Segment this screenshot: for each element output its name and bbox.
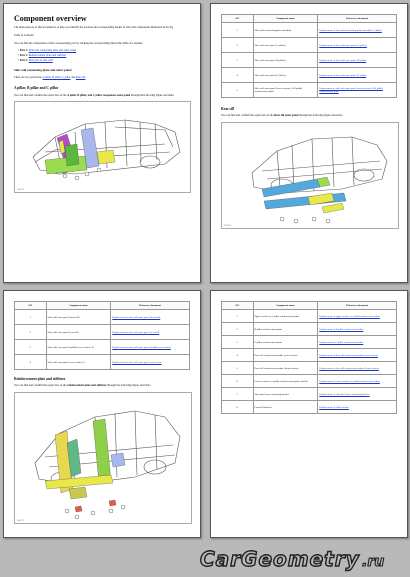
toc-item-3: • Part 3: Rear part of side wall xyxy=(18,59,53,62)
header-sn: S/N xyxy=(222,15,254,23)
figure-code: E448792 xyxy=(224,225,232,227)
table-row xyxy=(222,323,397,336)
cell-name: Side wall outer panel (A pillar) xyxy=(253,38,318,53)
sill-text-pre: You can find and confirm the repair data of the xyxy=(221,114,274,117)
cell-sn: 3 xyxy=(222,53,254,68)
table-row xyxy=(222,336,397,349)
cell-name: Door sill reinforcement plate (front section) xyxy=(253,362,318,375)
sec-text-pre: You can find and confirm the repair data of the xyxy=(14,384,67,387)
cell-name: Side wall outer panel rear section (2) xyxy=(46,355,111,370)
cell-sn: 2 xyxy=(222,38,254,53)
table-row xyxy=(222,310,397,323)
cell-name: B pillar reinforcement plate xyxy=(253,323,318,336)
reference-link[interactable]: Replacement of side wall outer panel (front sill) xyxy=(112,315,161,319)
cargeometry-logo xyxy=(196,546,401,572)
document-page-4 xyxy=(210,290,408,538)
car-frame-figure-1 xyxy=(14,101,191,193)
table-row xyxy=(222,23,397,38)
table-row xyxy=(15,340,190,355)
table-row xyxy=(222,83,397,98)
figure-code: E448791 xyxy=(17,189,25,191)
reference-link[interactable]: Replacement of pillar bracket xyxy=(319,405,349,409)
reinforcement-components-table xyxy=(221,301,397,414)
sill-text-bold: Rear sill outer panel xyxy=(274,114,299,117)
cell-name: Side wall outer panel (rear sill) xyxy=(46,325,111,340)
header-component: Component name xyxy=(253,15,318,23)
table-row xyxy=(222,388,397,401)
table-header-row xyxy=(15,302,190,310)
table-header-row xyxy=(222,15,397,23)
header-reference: Reference document xyxy=(318,302,397,310)
toc-link-1[interactable]: Side wall connecting plate and outer panel xyxy=(28,49,77,52)
cell-sn: 6 xyxy=(222,375,254,388)
toc-part-label: Part 1: xyxy=(19,49,28,52)
cell-name: Side wall outer panel (B pillar) xyxy=(253,53,318,68)
cell-name: Front sill bracket xyxy=(253,401,318,414)
document-page-2 xyxy=(210,3,408,283)
header-component: Component name xyxy=(253,302,318,310)
header-sn: S/N xyxy=(222,302,254,310)
document-page-3 xyxy=(3,290,201,538)
reference-link[interactable]: Replacement of side wall outer panel (B pillar) xyxy=(319,58,367,62)
sec-text-post: through the following figure and table: xyxy=(107,384,151,387)
cell-name: Side wall outer panel (middle) rear section (1) xyxy=(46,340,111,355)
rear-sill-link[interactable]: Rear sill xyxy=(75,76,86,79)
reinforcement-text xyxy=(14,384,151,387)
car-body-diagram xyxy=(15,393,191,523)
sill-text-post: through the following figure and table: xyxy=(299,114,343,117)
cell-sn: 5 xyxy=(222,83,254,98)
reinforcement-heading: Reinforcement plate and stiffener xyxy=(14,377,66,381)
section-text xyxy=(14,76,85,79)
cell-name: Upper section of A pillar reinforcement plate xyxy=(253,310,318,323)
subsection-text xyxy=(14,94,174,97)
toc-link-2[interactable]: Reinforcement plate and stiffener xyxy=(28,54,67,57)
cell-sn: 4 xyxy=(222,68,254,83)
cell-sn: 4 xyxy=(15,355,47,370)
cell-sn: 1 xyxy=(222,23,254,38)
cell-sn: 3 xyxy=(222,336,254,349)
cell-sn: 4 xyxy=(222,349,254,362)
table-row xyxy=(15,325,190,340)
car-frame-figure-2 xyxy=(221,122,399,229)
and-label: and xyxy=(71,76,76,79)
table-row xyxy=(222,375,397,388)
toc-part-label: Part 3: xyxy=(19,59,28,62)
reference-link[interactable]: Replacement of side wall outer panel (C pillar) xyxy=(319,73,367,77)
rear-sill-heading: Rear sill xyxy=(221,107,234,111)
document-page-1 xyxy=(3,3,201,283)
table-row xyxy=(15,310,190,325)
cell-name: Lower section of A pillar reinforcement plate (inside) xyxy=(253,375,318,388)
logo-wordmark: CarGeometry xyxy=(200,547,360,571)
table-row xyxy=(222,401,397,414)
sub-text-post: through the following figure and table: xyxy=(130,94,175,97)
cell-sn: 8 xyxy=(222,401,254,414)
header-reference: Reference document xyxy=(111,302,190,310)
section-heading: Side wall connecting plate and outer panel xyxy=(14,68,72,72)
cell-sn: 1 xyxy=(222,310,254,323)
pillar-components-table xyxy=(221,14,397,98)
toc-link-3[interactable]: Rear part of side wall xyxy=(28,59,53,62)
cell-sn: 1 xyxy=(15,310,47,325)
cell-name: Side wall connecting plate assembly xyxy=(253,23,318,38)
cell-name: C pillar reinforcement plate xyxy=(253,336,318,349)
reference-link[interactable]: Replacement of upper section of A pillar reinforcement plate xyxy=(319,314,380,318)
sill-components-table xyxy=(14,301,190,370)
intro-text: The main purpose of this document is to help you identify the location and corresponding details of side wall components illustrated in the fig xyxy=(14,26,173,29)
cell-name: Side wall outer panel (front sill) xyxy=(46,310,111,325)
cell-name: Side panel inner mounting bracket xyxy=(253,388,318,401)
cell-name: Door sill reinforcement plate (rear section) xyxy=(253,349,318,362)
car-frame-figure-3 xyxy=(14,392,192,524)
reference-link[interactable]: Replacement of door sill reinforcement plate (front section) xyxy=(319,366,379,370)
toc-part-label: Part 2: xyxy=(19,54,28,57)
table-row xyxy=(222,362,397,375)
toc-heading: Table of Contents xyxy=(14,34,34,37)
page-title: Component overview xyxy=(14,14,87,23)
rear-sill-text xyxy=(221,114,343,117)
car-body-diagram xyxy=(222,123,398,228)
reference-link[interactable]: Replacement of side wall outer panel lower section (A-B pillar) reinforcement plate xyxy=(319,87,383,93)
table-row xyxy=(15,355,190,370)
logo-suffix: .ru xyxy=(362,554,385,570)
reference-link[interactable]: Replacement of door sill reinforcement plate (rear section) xyxy=(319,353,378,357)
reference-link[interactable]: Replacement of side wall connecting plate assembly (A-pillar) xyxy=(319,28,382,32)
header-component: Component name xyxy=(46,302,111,310)
sub-text-pre: You can find and confirm the repair data of the xyxy=(14,94,67,97)
cell-sn: 5 xyxy=(222,362,254,375)
pillar-link[interactable]: A pillar, B pillar, C pillar xyxy=(42,76,71,79)
sec-text-bold: reinforcement plate and stiffener xyxy=(67,384,107,387)
figure-code: E448793 xyxy=(17,520,25,522)
reference-link[interactable]: Replacement of side wall outer panel rear section xyxy=(112,360,162,364)
cell-sn: 2 xyxy=(15,325,47,340)
cell-sn: 7 xyxy=(222,388,254,401)
cell-sn: 3 xyxy=(15,340,47,355)
reference-link[interactable]: Replacement of lower section of A pillar reinforcement plate xyxy=(319,379,380,383)
cell-sn: 2 xyxy=(222,323,254,336)
table-row xyxy=(222,53,397,68)
table-header-row xyxy=(222,302,397,310)
subsection-heading: A pillar, B pillar and C pillar xyxy=(14,86,59,90)
toc-intro: You can find the components of the corresponding part by clicking the corresponding link in the Table of Contents: xyxy=(14,42,143,45)
car-body-diagram xyxy=(15,102,190,192)
table-row xyxy=(222,68,397,83)
reference-link[interactable]: Replacement of side wall outer panel (middle rear section) xyxy=(112,345,171,349)
toc-item-2: • Part 2: Reinforcement plate and stiffener xyxy=(18,54,67,57)
section-text-label: There are two parts here: xyxy=(14,76,42,79)
logo-graphic xyxy=(196,546,401,572)
cell-name: Side wall outer panel (C pillar) xyxy=(253,68,318,83)
reference-link[interactable]: Replacement of C pillar reinforcement plate xyxy=(319,340,364,344)
table-row xyxy=(222,38,397,53)
reference-link[interactable]: Replacement of B pillar reinforcement plate xyxy=(319,327,364,331)
reference-link[interactable]: Replacement of side wall outer panel (A pill ar) xyxy=(319,43,367,47)
cell-name: Side wall outer panel lower section (A-B pillar) reinforcement plate xyxy=(253,83,318,98)
sub-text-bold: A pillar, B pillar, and C pillar component outer panel xyxy=(67,94,131,97)
header-reference: Reference document xyxy=(318,15,397,23)
table-row xyxy=(222,349,397,362)
header-sn: S/N xyxy=(15,302,47,310)
reference-link[interactable]: Replacement of side panel inner mounting bracket xyxy=(319,392,370,396)
reference-link[interactable]: Replacement of side wall outer panel (rear sill) xyxy=(112,330,160,334)
toc-item-1: • Part 1: Side wall connecting plate and outer panel xyxy=(18,49,77,52)
